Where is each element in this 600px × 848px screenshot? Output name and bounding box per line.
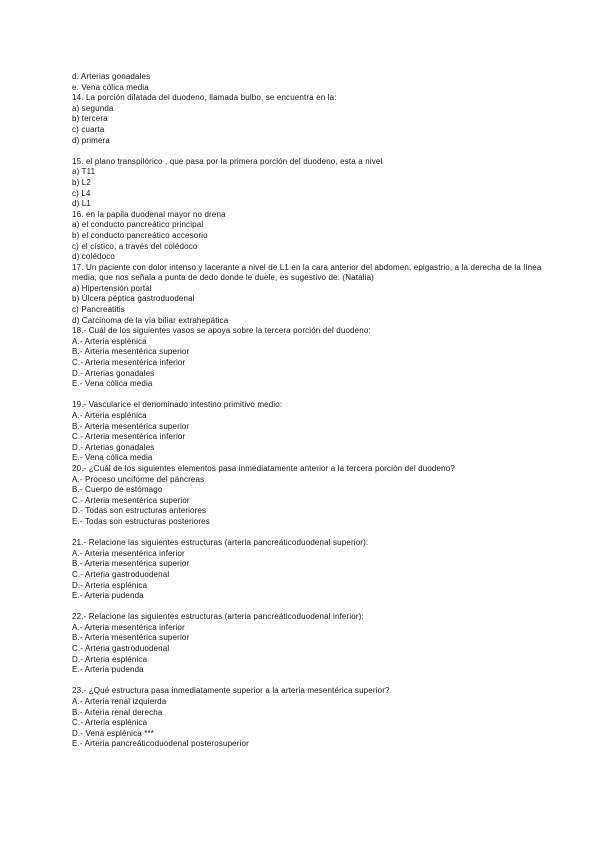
document-page [72,72,542,750]
option-line: b) tercera [72,114,108,124]
option-line: d) Carcinoma de la vía biliar extrahepática [72,315,229,325]
question-22: 22.- Relacione las siguientes estructuras (arteria pancreáticoduodenal inferior): [72,612,364,622]
question-16: 16. en la papila duodenal mayor no drena [72,209,226,219]
option-line: C.- Arteria esplénica [72,718,148,728]
question-17: 17. Un paciente con dolor intenso y lacerante a nivel de L1 en la cara anterior del abdomen, epigastrio, a la derecha de la línea media, que nos señala a punta de dedo donde le duele, es sugestivo de: (Natalia) [72,262,542,283]
option-line: E.- Vena cólica media [72,379,153,389]
option-line: B.- Arteria mesentérica superior [72,633,190,643]
option-line: E.- Arteria pudenda [72,665,144,675]
option-line: d) colédoco [72,252,116,262]
spacer [72,146,542,157]
spacer [72,676,542,687]
question-14: 14. La porción dilatada del duodeno, llamada bulbo, se encuentra en la: [72,93,337,103]
option-line: a) T11 [72,167,96,177]
option-line: D.- Arterias gonadales [72,442,155,452]
option-line: A.- Proceso unciforme del páncreas [72,474,205,484]
option-line: E.- Todas son estructuras posteriores [72,516,210,526]
option-line: A.- Arteria renal izquierda [72,697,167,707]
option-line: A.- Arteria mesentérica inferior [72,622,185,632]
option-line: E.- Vena cólica media [72,453,153,463]
option-line: a) Hipertensión portal [72,283,152,293]
question-18: 18.- Cuál de los siguientes vasos se apoya sobre la tercera porción del duodeno: [72,326,371,336]
question-21: 21.- Relacione las siguientes estructuras (arteria pancreáticoduodenal superior): [72,538,369,548]
option-line: D.- Arteria esplénica [72,580,148,590]
option-line: B.- Arteria mesentérica superior [72,347,190,357]
option-line: c) cuarta [72,124,105,134]
spacer [72,390,542,401]
option-line: B.- Arteria mesentérica superior [72,559,190,569]
question-23: 23.- ¿Qué estructura pasa inmediatamente superior a la arteria mesentérica superior? [72,686,390,696]
spacer [72,602,542,613]
option-line: B.- Cuerpo de estómago [72,485,163,495]
option-line: C.- Arteria gastroduodenal [72,644,170,654]
option-line: A.- Arteria esplénica [72,336,147,346]
option-line: D.- Arteria esplénica [72,654,148,664]
option-line: b) el conducto pancreático accesorio [72,230,208,240]
option-line: D.- Arterias gonadales [72,368,155,378]
option-line: D.- Vena esplénica *** [72,728,155,738]
option-line: b) Úlcera péptica gastroduodenal [72,294,195,304]
option-line: C.- Arteria gastroduodenal [72,569,170,579]
option-line: c) el cístico, a través del colédoco [72,241,198,251]
option-line: c) L4 [72,188,91,198]
question-20: 20.- ¿Cuál de los siguientes elementos pasa inmediatamente anterior a la tercera porción del duodeno? [72,463,455,473]
question-19: 19.- Vascularice el denominado intestino primitivo medio: [72,400,283,410]
option-line: B.- Arteria mesentérica superior [72,421,190,431]
option-line: b) L2 [72,177,91,187]
option-line: D.- Todas son estructuras anteriores [72,506,207,516]
spacer [72,528,542,539]
option-line: C.- Arteria mesentérica superior [72,495,190,505]
option-line: d) L1 [72,199,91,209]
question-15: 15. el plano transpilórico , que pasa por la primera porción del duodeno, esta a nivel [72,156,383,166]
option-line: B.- Arteria renal derecha [72,707,163,717]
text-line: e. Vena cólica media [72,82,149,92]
option-line: c) Pancreatitis [72,305,125,315]
option-line: A.- Arteria mesentérica inferior [72,548,185,558]
option-line: d) primera [72,135,110,145]
option-line: C.- Arteria mesentérica inferior [72,358,186,368]
option-line: a) el conducto pancreático principal [72,220,204,230]
option-line: C.- Arteria mesentérica inferior [72,432,186,442]
option-line: A.- Arteria esplénica [72,411,147,420]
text-line: d. Arterias gonadales [72,72,151,81]
option-line: a) segunda [72,103,114,113]
option-line: E.- Arteria pancreáticoduodenal posterosuperior [72,739,249,749]
option-line: E.- Arteria pudenda [72,591,144,601]
